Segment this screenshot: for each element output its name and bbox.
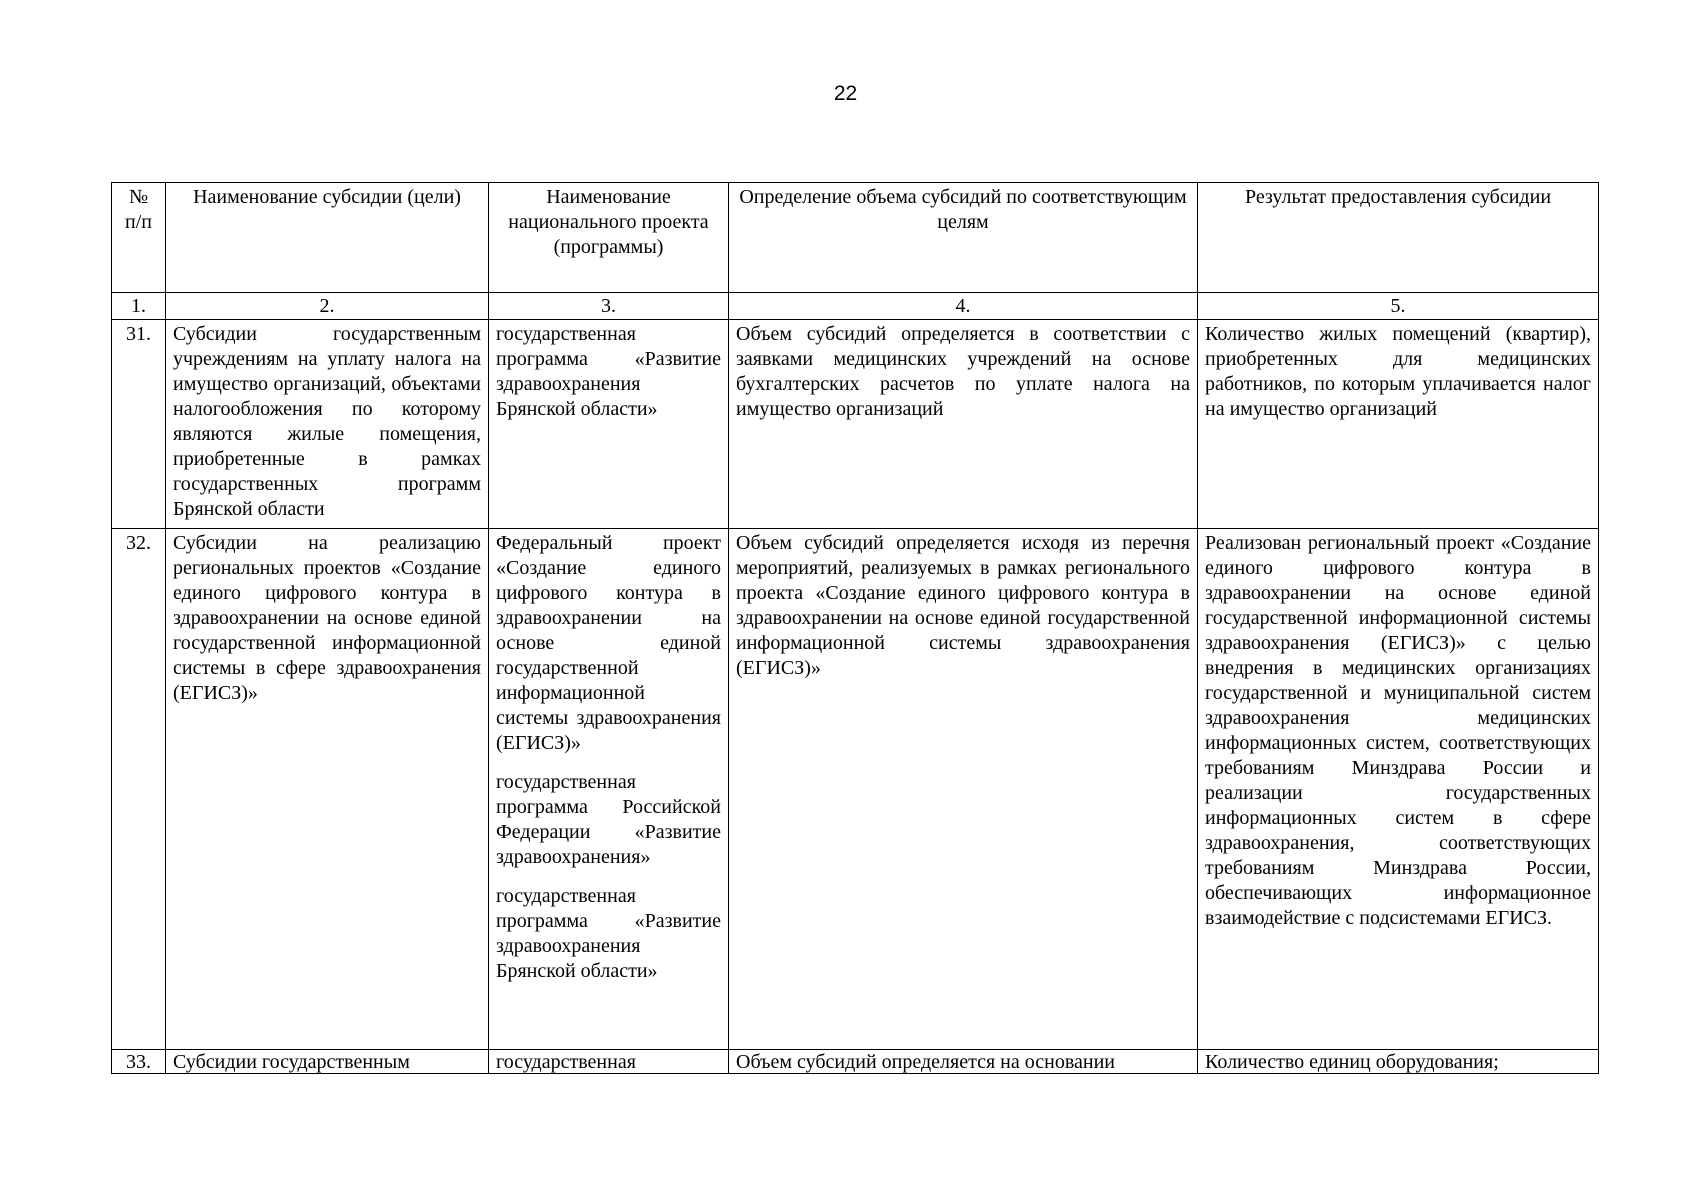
subsidy-name-cell: Субсидии государственным учреждениям на уплату налога на имущество организаций, объектами налогообложения по которому являются жилые помещения, приобретенные в рамках государственных программ Брянской области bbox=[166, 320, 489, 529]
project-cell bbox=[489, 529, 729, 1050]
table-row bbox=[112, 529, 1599, 1050]
project-cell bbox=[489, 320, 729, 529]
header-num: № п/п bbox=[112, 183, 166, 293]
row-number: 33. bbox=[112, 1050, 166, 1074]
volume-cell: Объем субсидий определяется в соответствии с заявками медицинских учреждений на основе бухгалтерских расчетов по уплате налога на имущество организаций bbox=[729, 320, 1198, 529]
result-cell: Реализован региональный проект «Создание единого цифрового контура в здравоохранении на основе единой государственной информационной системы здравоохранения (ЕГИСЗ)» с целью внедрения в медицинских организациях государственной и муниципальной систем здравоохранения медицинских информационных систем, соответствующих требованиям Минздрава России и реализации государственных информационных систем в сфере здравоохранения, соответствующих требованиям Минздрава России, обеспечивающих информационное взаимодействие с подсистемами ЕГИСЗ. bbox=[1198, 529, 1599, 1050]
row-number: 31. bbox=[112, 320, 166, 529]
result-cell: Количество единиц оборудования; bbox=[1198, 1050, 1599, 1074]
project-entry: государственная программа «Развитие здравоохранения Брянской области» bbox=[496, 323, 721, 420]
row-number: 32. bbox=[112, 529, 166, 1050]
column-index-row bbox=[112, 293, 1599, 320]
volume-cell: Объем субсидий определяется исходя из перечня мероприятий, реализуемых в рамках регионального проекта «Создание единого цифрового контура в здравоохранении на основе единой государственной информационной системы здравоохранения (ЕГИСЗ)» bbox=[729, 529, 1198, 1050]
project-cell bbox=[489, 1050, 729, 1074]
header-national-project: Наименование национального проекта (программы) bbox=[489, 183, 729, 293]
header-subsidy-name: Наименование субсидии (цели) bbox=[166, 183, 489, 293]
column-index: 2. bbox=[166, 293, 489, 320]
table-header-row bbox=[112, 183, 1599, 293]
project-entry: государственная bbox=[496, 1051, 636, 1073]
column-index: 5. bbox=[1198, 293, 1599, 320]
header-volume-definition: Определение объема субсидий по соответствующим целям bbox=[729, 183, 1198, 293]
header-result: Результат предоставления субсидии bbox=[1198, 183, 1599, 293]
page-number: 22 bbox=[833, 82, 858, 105]
column-index: 4. bbox=[729, 293, 1198, 320]
table-row bbox=[112, 320, 1599, 529]
project-entry: государственная программа «Развитие здравоохранения Брянской области» bbox=[496, 885, 721, 982]
project-entry: государственная программа Российской Федерации «Развитие здравоохранения» bbox=[496, 771, 721, 868]
table-row bbox=[112, 1050, 1599, 1074]
result-cell: Количество жилых помещений (квартир), приобретенных для медицинских работников, по которым уплачивается налог на имущество организаций bbox=[1198, 320, 1599, 529]
subsidy-name-cell: Субсидии на реализацию региональных проектов «Создание единого цифрового контура в здравоохранении на основе единой государственной информационной системы в сфере здравоохранения (ЕГИСЗ)» bbox=[166, 529, 489, 1050]
project-entry: Федеральный проект «Создание единого цифрового контура в здравоохранении на основе единой государственной информационной системы здравоохранения (ЕГИСЗ)» bbox=[496, 532, 721, 754]
column-index: 3. bbox=[489, 293, 729, 320]
volume-cell: Объем субсидий определяется на основании bbox=[729, 1050, 1198, 1074]
subsidy-name-cell: Субсидии государственным bbox=[166, 1050, 489, 1074]
subsidy-table bbox=[111, 182, 1599, 1074]
column-index: 1. bbox=[112, 293, 166, 320]
